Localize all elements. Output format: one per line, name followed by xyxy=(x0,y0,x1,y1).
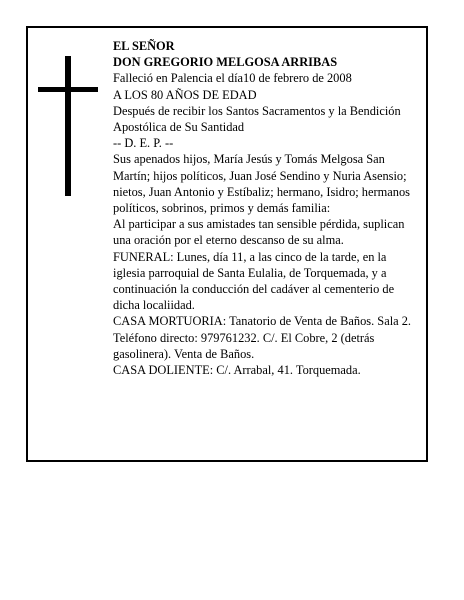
sacraments-paragraph: Después de recibir los Santos Sacramentos y la Bendición Apostólica de Su Santidad xyxy=(113,103,401,135)
age-at-death: A LOS 80 AÑOS DE EDAD xyxy=(113,87,257,102)
prayer-request-paragraph: Al participar a sus amistades tan sensible pérdida, suplican una oración por el eterno descanso de su alma. xyxy=(113,217,405,248)
funeral-paragraph: FUNERAL: Lunes, día 11, a las cinco de la tarde, en la iglesia parroquial de Santa Eulalia, de Torquemada, y a continuación la conducción del cadáver al cementerio de dicha localiidad. xyxy=(113,249,395,313)
cross-icon xyxy=(38,56,98,196)
title-line-1: EL SEÑOR xyxy=(113,39,175,53)
deceased-name: DON GREGORIO MELGOSA ARRIBAS xyxy=(113,55,338,70)
cross-vertical-bar xyxy=(65,56,71,196)
death-date: Falleció en Palencia el día10 de febrero de 2008 xyxy=(113,71,352,86)
cross-horizontal-bar xyxy=(38,87,98,92)
rest-in-peace: -- D. E. P. -- xyxy=(113,136,174,151)
mourning-house-paragraph: CASA DOLIENTE: C/. Arrabal, 41. Torquemada. xyxy=(113,363,361,378)
obituary-text xyxy=(113,38,419,378)
family-paragraph: Sus apenados hijos, María Jesús y Tomás Melgosa San Martín; hijos políticos, Juan José Sendino y Nuria Asensio; nietos, Juan Antonio y Estíbaliz; hermano, Isidro; hermanos políticos, sobrinos, primos y demás familia: xyxy=(113,152,410,216)
mortuary-paragraph: CASA MORTUORIA: Tanatorio de Venta de Baños. Sala 2. Teléfono directo: 979761232. C/. El Cobre, 2 (detrás gasolinera). Venta de Baños. xyxy=(113,314,412,361)
